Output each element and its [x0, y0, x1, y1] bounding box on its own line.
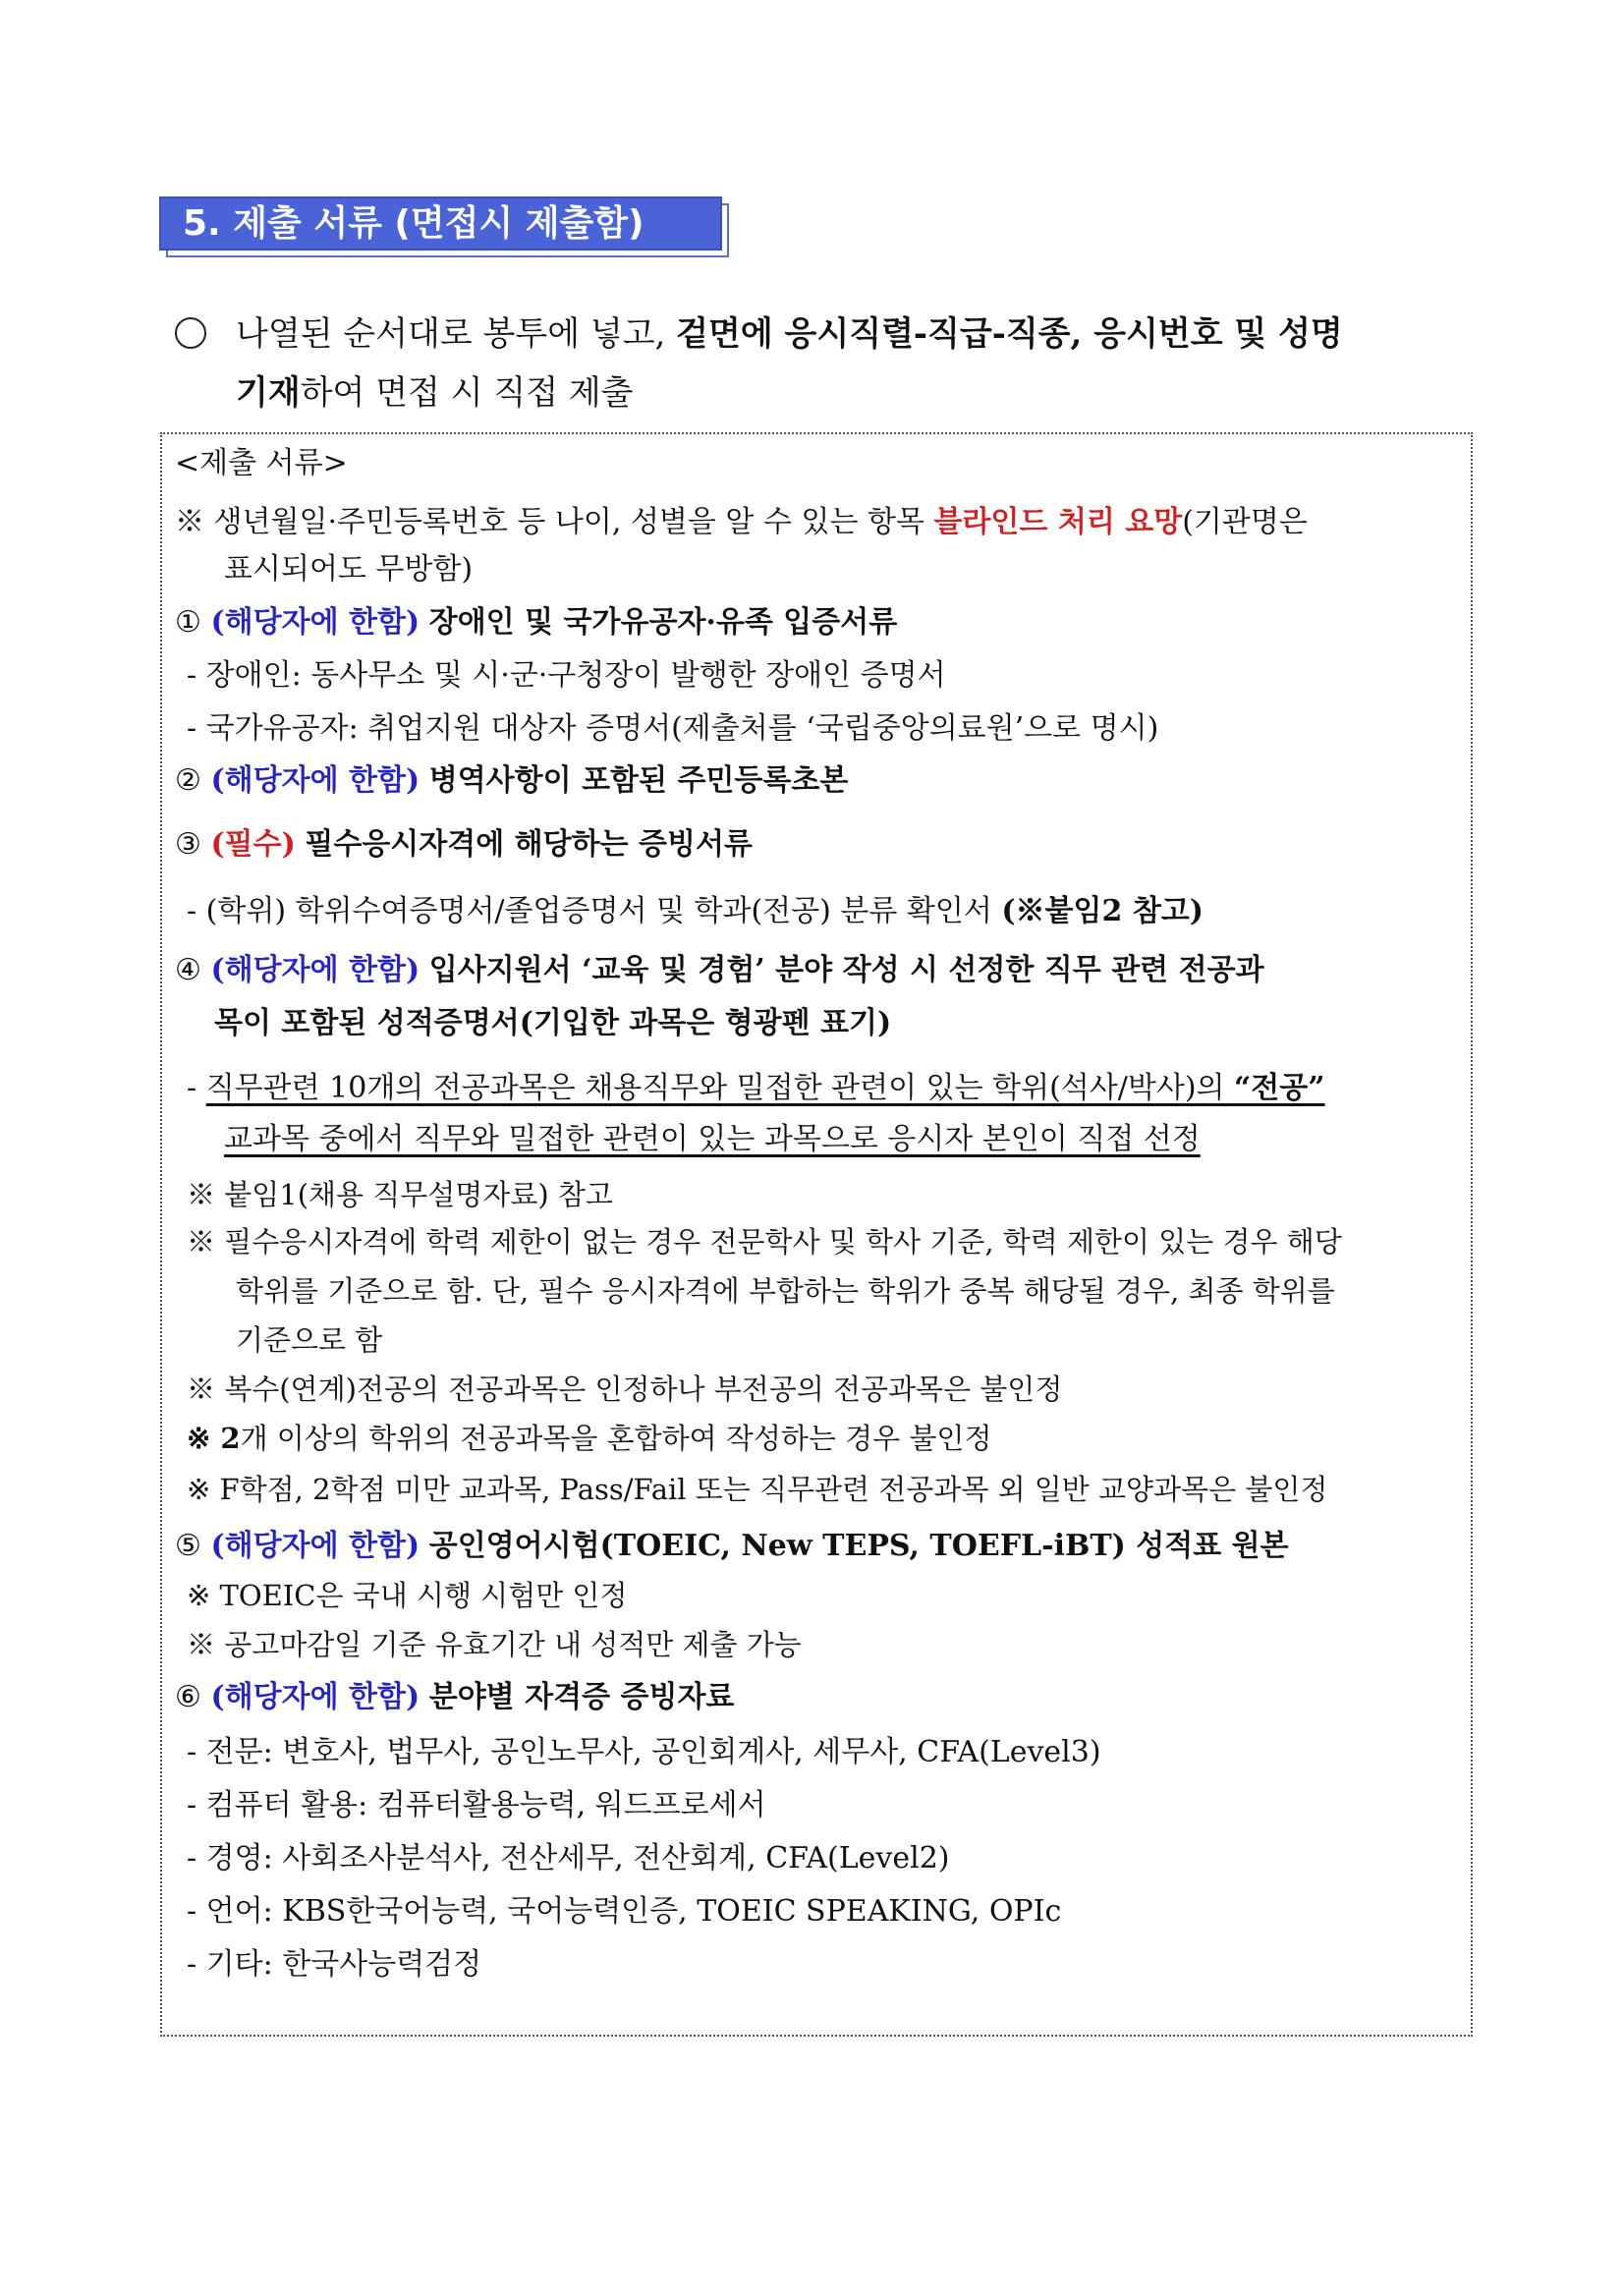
item-4-note-5: ※ F학점, 2학점 미만 교과목, Pass/Fail 또는 직무관련 전공과목 외 일반 교양과목은 불인정	[187, 1473, 1328, 1506]
item-6-sub: - 언어: KBS한국어능력, 국어능력인증, TOEIC SPEAKING, OPIc	[187, 1894, 1062, 1929]
item-2: ② (해당자에 한함) 병역사항이 포함된 주민등록초본	[175, 763, 849, 798]
item-5: ⑤ (해당자에 한함) 공인영어시험(TOEIC, New TEPS, TOEFL-iBT) 성적표 원본	[175, 1529, 1289, 1563]
item-4-note-2: ※ 필수응시자격에 학력 제한이 없는 경우 전문학사 및 학사 기준, 학력 제한이 있는 경우 해당	[187, 1225, 1342, 1259]
item-1: ① (해당자에 한함) 장애인 및 국가유공자·유족 입증서류	[175, 605, 898, 640]
item-6-sub: - 전문: 변호사, 법무사, 공인노무사, 공인회계사, 세무사, CFA(Level3)	[187, 1735, 1101, 1769]
item-4-sub-1: - 직무관련 10개의 전공과목은 채용직무와 밀접한 관련이 있는 학위(석사/박사)의 “전공”	[187, 1071, 1325, 1105]
documents-header: <제출 서류>	[175, 446, 348, 480]
intro-line-1: 나열된 순서대로 봉투에 넣고, 겉면에 응시직렬-직급-직종, 응시번호 및 성명	[175, 305, 1472, 364]
item-4-note-4: ※ 2개 이상의 학위의 전공과목을 혼합하여 작성하는 경우 불인정	[187, 1422, 992, 1455]
item-4-note-3: ※ 복수(연계)전공의 전공과목은 인정하나 부전공의 전공과목은 불인정	[187, 1372, 1063, 1406]
item-4-sub-1-cont: 교과목 중에서 직무와 밀접한 관련이 있는 과목으로 응시자 본인이 직접 선정	[224, 1122, 1201, 1156]
item-4: ④ (해당자에 한함) 입사지원서 ‘교육 및 경험’ 분야 작성 시 선정한 직무 관련 전공과	[175, 953, 1264, 987]
item-4-note-1: ※ 붙임1(채용 직무설명자료) 참고	[187, 1178, 613, 1211]
item-3: ③ (필수) 필수응시자격에 해당하는 증빙서류	[175, 827, 753, 862]
item-3-sub-1: - (학위) 학위수여증명서/졸업증명서 및 학과(전공) 분류 확인서 (※붙임2 참고)	[187, 894, 1204, 928]
item-6-sub: - 컴퓨터 활용: 컴퓨터활용능력, 워드프로세서	[187, 1788, 766, 1822]
item-6: ⑥ (해당자에 한함) 분야별 자격증 증빙자료	[175, 1680, 735, 1714]
item-5-note-2: ※ 공고마감일 기준 유효기간 내 성적만 제출 가능	[187, 1628, 802, 1661]
item-4-note-2-cont: 학위를 기준으로 함. 단, 필수 응시자격에 부합하는 학위가 중복 해당될 경우, 최종 학위를	[236, 1274, 1335, 1308]
hollow-circle-bullet-icon	[175, 317, 206, 349]
item-1-sub-1: - 장애인: 동사무소 및 시·군·구청장이 발행한 장애인 증명서	[187, 658, 946, 693]
item-6-sub: - 경영: 사회조사분석사, 전산세무, 전산회계, CFA(Level2)	[187, 1841, 950, 1876]
blind-note-cont: 표시되어도 무방함)	[224, 552, 474, 587]
section-header	[159, 196, 729, 257]
item-5-note-1: ※ TOEIC은 국내 시행 시험만 인정	[187, 1579, 628, 1612]
item-1-sub-2: - 국가유공자: 취업지원 대상자 증명서(제출처를 ‘국립중앙의료원’으로 명시)	[187, 711, 1159, 746]
section-title: 5. 제출 서류 (면접시 제출함)	[159, 196, 722, 251]
item-4-note-2-cont-2: 기준으로 함	[236, 1323, 383, 1357]
blind-note: ※ 생년월일·주민등록번호 등 나이, 성별을 알 수 있는 항목 블라인드 처리 요망(기관명은	[175, 505, 1308, 539]
intro-paragraph	[175, 305, 1472, 422]
item-4-cont: 목이 포함된 성적증명서(기입한 과목은 형광펜 표기)	[214, 1006, 892, 1040]
item-6-sub: - 기타: 한국사능력검정	[187, 1947, 482, 1982]
intro-line-2: 기재하여 면접 시 직접 제출	[236, 373, 634, 413]
